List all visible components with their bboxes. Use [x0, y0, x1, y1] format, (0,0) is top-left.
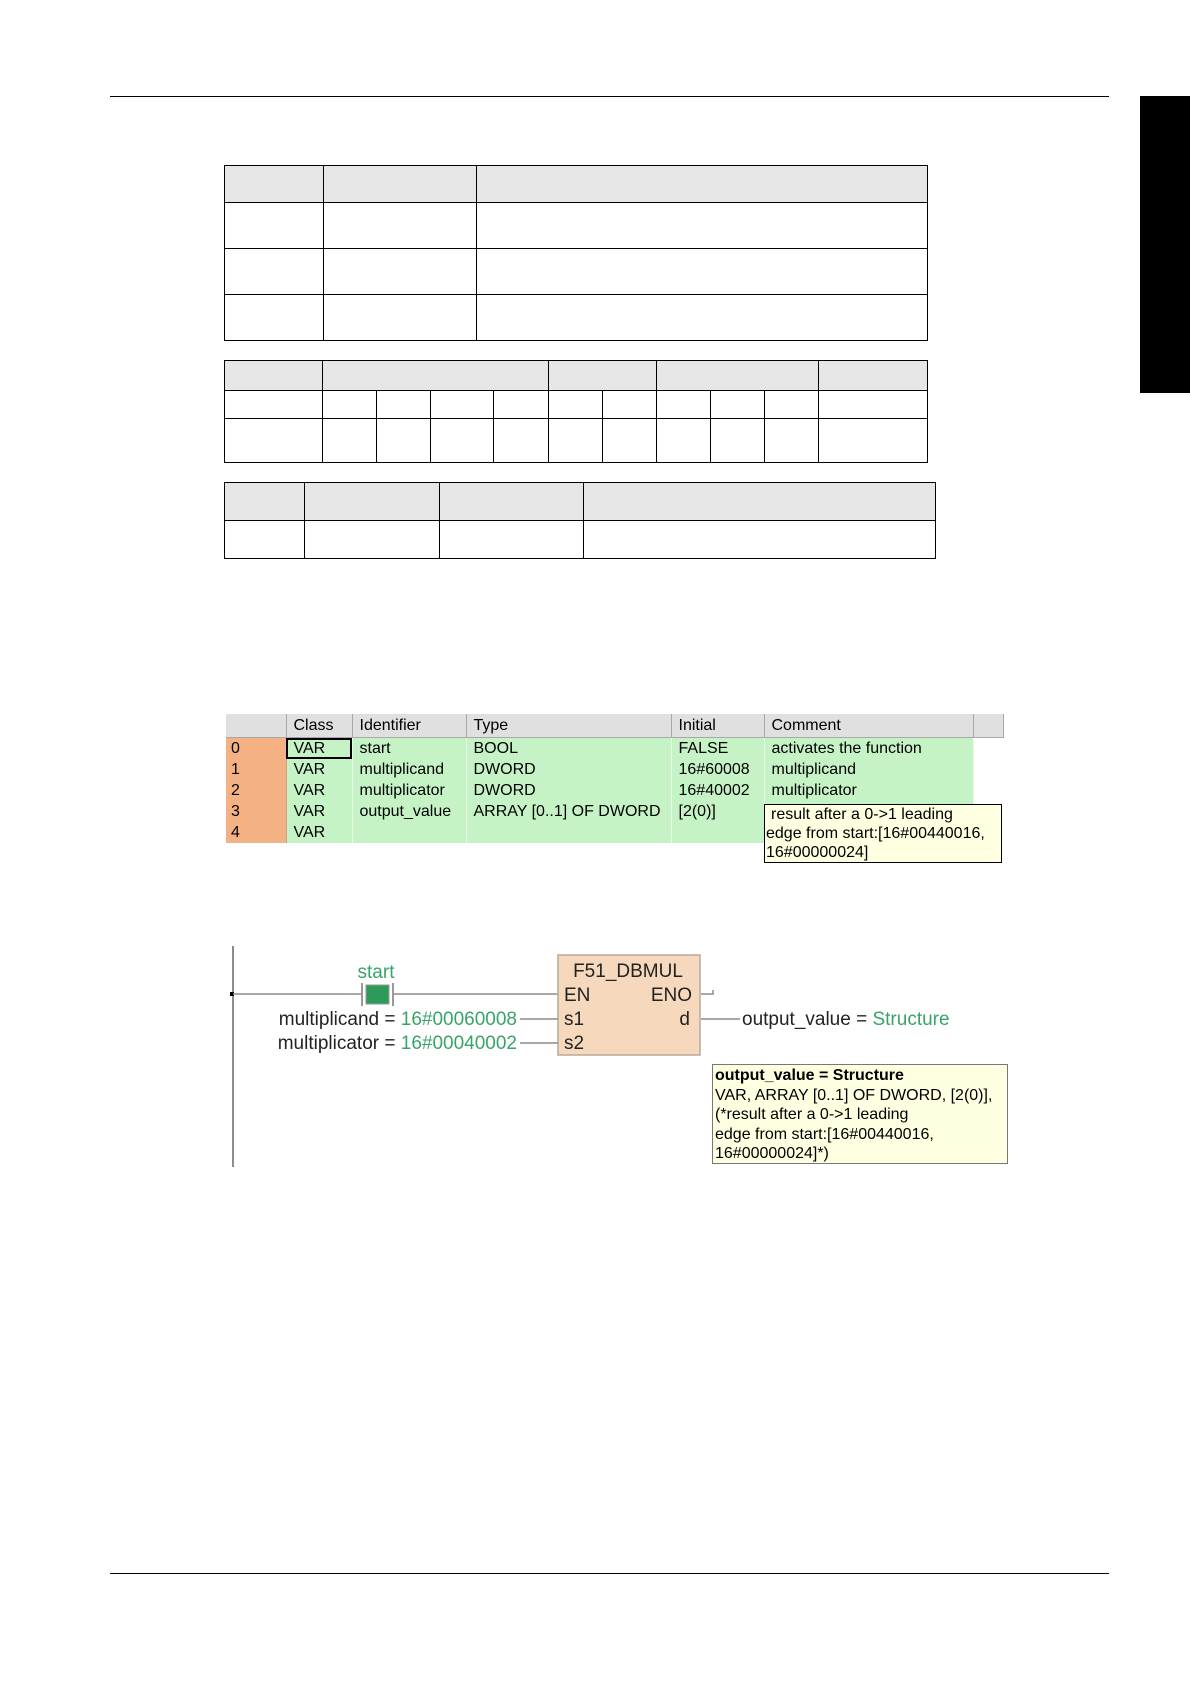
operand-d-value: Structure [872, 1009, 950, 1030]
tooltip-line: edge from start:[16#00440016, [766, 825, 985, 842]
table-cell [494, 419, 549, 463]
tooltip-line: result after a 0->1 leading [771, 806, 953, 823]
row-number[interactable]: 0 [226, 738, 286, 760]
table-cell [225, 295, 324, 341]
type-cell[interactable]: DWORD [466, 780, 671, 801]
table-cell [323, 419, 377, 463]
function-name: F51_DBMUL [573, 961, 683, 982]
table-cell [711, 391, 765, 419]
comment-cell[interactable]: multiplicand [764, 759, 973, 780]
column-header-filler [973, 714, 1003, 738]
table-cell [477, 203, 928, 249]
eno-stub [701, 990, 713, 994]
table-cell [324, 203, 477, 249]
type-cell[interactable]: DWORD [466, 759, 671, 780]
tooltip-line: 16#00000024] [766, 844, 869, 861]
table-cell [477, 166, 928, 203]
table-row[interactable] [226, 738, 1003, 760]
table-cell [324, 295, 477, 341]
table-cell [477, 249, 928, 295]
tooltip-title: output_value = Structure [715, 1067, 904, 1084]
table-cell [603, 391, 657, 419]
pin-s1: s1 [564, 1009, 585, 1030]
class-cell[interactable]: VAR [286, 801, 352, 822]
column-header-comment[interactable]: Comment [764, 714, 973, 738]
identifier-cell[interactable]: output_value [352, 801, 466, 822]
row-number[interactable]: 3 [226, 801, 286, 822]
pin-d: d [679, 1009, 690, 1030]
table-cell [225, 166, 324, 203]
table-cell [440, 483, 584, 521]
type-cell[interactable]: ARRAY [0..1] OF DWORD [466, 801, 671, 822]
row-filler [973, 738, 1003, 760]
class-cell[interactable]: VAR [286, 822, 352, 843]
table-cell [765, 391, 819, 419]
row-number[interactable]: 2 [226, 780, 286, 801]
table-cell [225, 419, 323, 463]
empty-table-1 [224, 165, 928, 341]
operand-s2-value: 16#00040002 [400, 1033, 517, 1054]
column-header-type[interactable]: Type [466, 714, 671, 738]
chapter-tab-marker [1140, 96, 1190, 393]
column-header-class[interactable]: Class [286, 714, 352, 738]
comment-tooltip [764, 804, 1002, 863]
tooltip-line: (*result after a 0->1 leading [715, 1106, 909, 1123]
table-cell [549, 391, 603, 419]
table-cell [431, 419, 494, 463]
table-cell [603, 419, 657, 463]
operand-d [742, 1009, 950, 1030]
column-header-index [226, 714, 286, 738]
column-header-initial[interactable]: Initial [671, 714, 764, 738]
table-cell [549, 361, 657, 391]
operand-s2-name: multiplicator = [277, 1033, 401, 1054]
identifier-cell[interactable] [352, 822, 466, 843]
contact-start[interactable] [362, 983, 393, 1006]
table-cell [377, 419, 431, 463]
tooltip-line: edge from start:[16#00440016, [715, 1125, 934, 1143]
table-cell [765, 419, 819, 463]
table-cell [819, 391, 928, 419]
operand-s1-value: 16#00060008 [400, 1009, 517, 1030]
footer-rule [110, 1573, 1109, 1574]
table-cell [225, 249, 324, 295]
table-cell [549, 419, 603, 463]
operand-s1-name: multiplicand = [278, 1009, 401, 1030]
initial-cell[interactable]: 16#40002 [671, 780, 764, 801]
table-cell [323, 391, 377, 419]
table-cell [225, 203, 324, 249]
initial-cell[interactable] [671, 822, 764, 843]
table-cell [225, 391, 323, 419]
operand-s1 [279, 1009, 517, 1030]
identifier-cell[interactable]: multiplicator [352, 780, 466, 801]
table-cell [584, 521, 936, 559]
type-cell[interactable]: BOOL [466, 738, 671, 760]
table-cell [225, 521, 305, 559]
initial-cell[interactable]: [2(0)] [671, 801, 764, 822]
row-filler [973, 780, 1003, 801]
initial-cell[interactable]: 16#60008 [671, 759, 764, 780]
table-row[interactable] [226, 759, 1003, 780]
table-cell [584, 483, 936, 521]
header-rule [110, 96, 1109, 97]
table-cell [494, 391, 549, 419]
table-cell [225, 361, 323, 391]
grid-header-row [226, 714, 1003, 738]
table-cell [711, 419, 765, 463]
table-cell [431, 391, 494, 419]
tooltip-line: VAR, ARRAY [0..1] OF DWORD, [2(0)], [715, 1086, 993, 1104]
comment-cell[interactable]: activates the function [764, 738, 973, 760]
class-cell[interactable]: VAR [286, 759, 352, 780]
pin-en: EN [564, 985, 591, 1006]
table-cell [819, 361, 928, 391]
pin-s2: s2 [564, 1033, 585, 1054]
identifier-cell[interactable]: multiplicand [352, 759, 466, 780]
contact-label: start [357, 962, 395, 983]
table-cell [657, 391, 711, 419]
tooltip-line: 16#00000024]*) [715, 1145, 829, 1162]
empty-table-2 [224, 360, 928, 463]
table-cell [323, 361, 549, 391]
table-cell [305, 483, 440, 521]
pin-eno: ENO [650, 985, 692, 1006]
empty-table-3 [224, 482, 936, 559]
row-number[interactable]: 1 [226, 759, 286, 780]
table-cell [324, 166, 477, 203]
table-cell [377, 391, 431, 419]
output-value-tooltip [712, 1064, 1008, 1164]
table-cell [819, 419, 928, 463]
type-cell[interactable] [466, 822, 671, 843]
row-number[interactable]: 4 [226, 822, 286, 843]
row-filler [973, 759, 1003, 780]
comment-cell[interactable]: multiplicator [764, 780, 973, 801]
table-row[interactable] [226, 780, 1003, 801]
table-cell [225, 483, 305, 521]
operand-s2 [278, 1033, 517, 1054]
class-cell[interactable]: VAR [286, 780, 352, 801]
table-cell [657, 361, 819, 391]
table-cell [477, 295, 928, 341]
column-header-identifier[interactable]: Identifier [352, 714, 466, 738]
initial-cell[interactable]: FALSE [671, 738, 764, 760]
table-cell [324, 249, 477, 295]
class-cell-selected[interactable]: VAR [286, 738, 352, 760]
table-cell [305, 521, 440, 559]
table-cell [440, 521, 584, 559]
operand-d-name: output_value = [742, 1009, 873, 1030]
table-cell [657, 419, 711, 463]
identifier-cell[interactable]: start [352, 738, 466, 760]
contact-active-fill [366, 985, 389, 1004]
